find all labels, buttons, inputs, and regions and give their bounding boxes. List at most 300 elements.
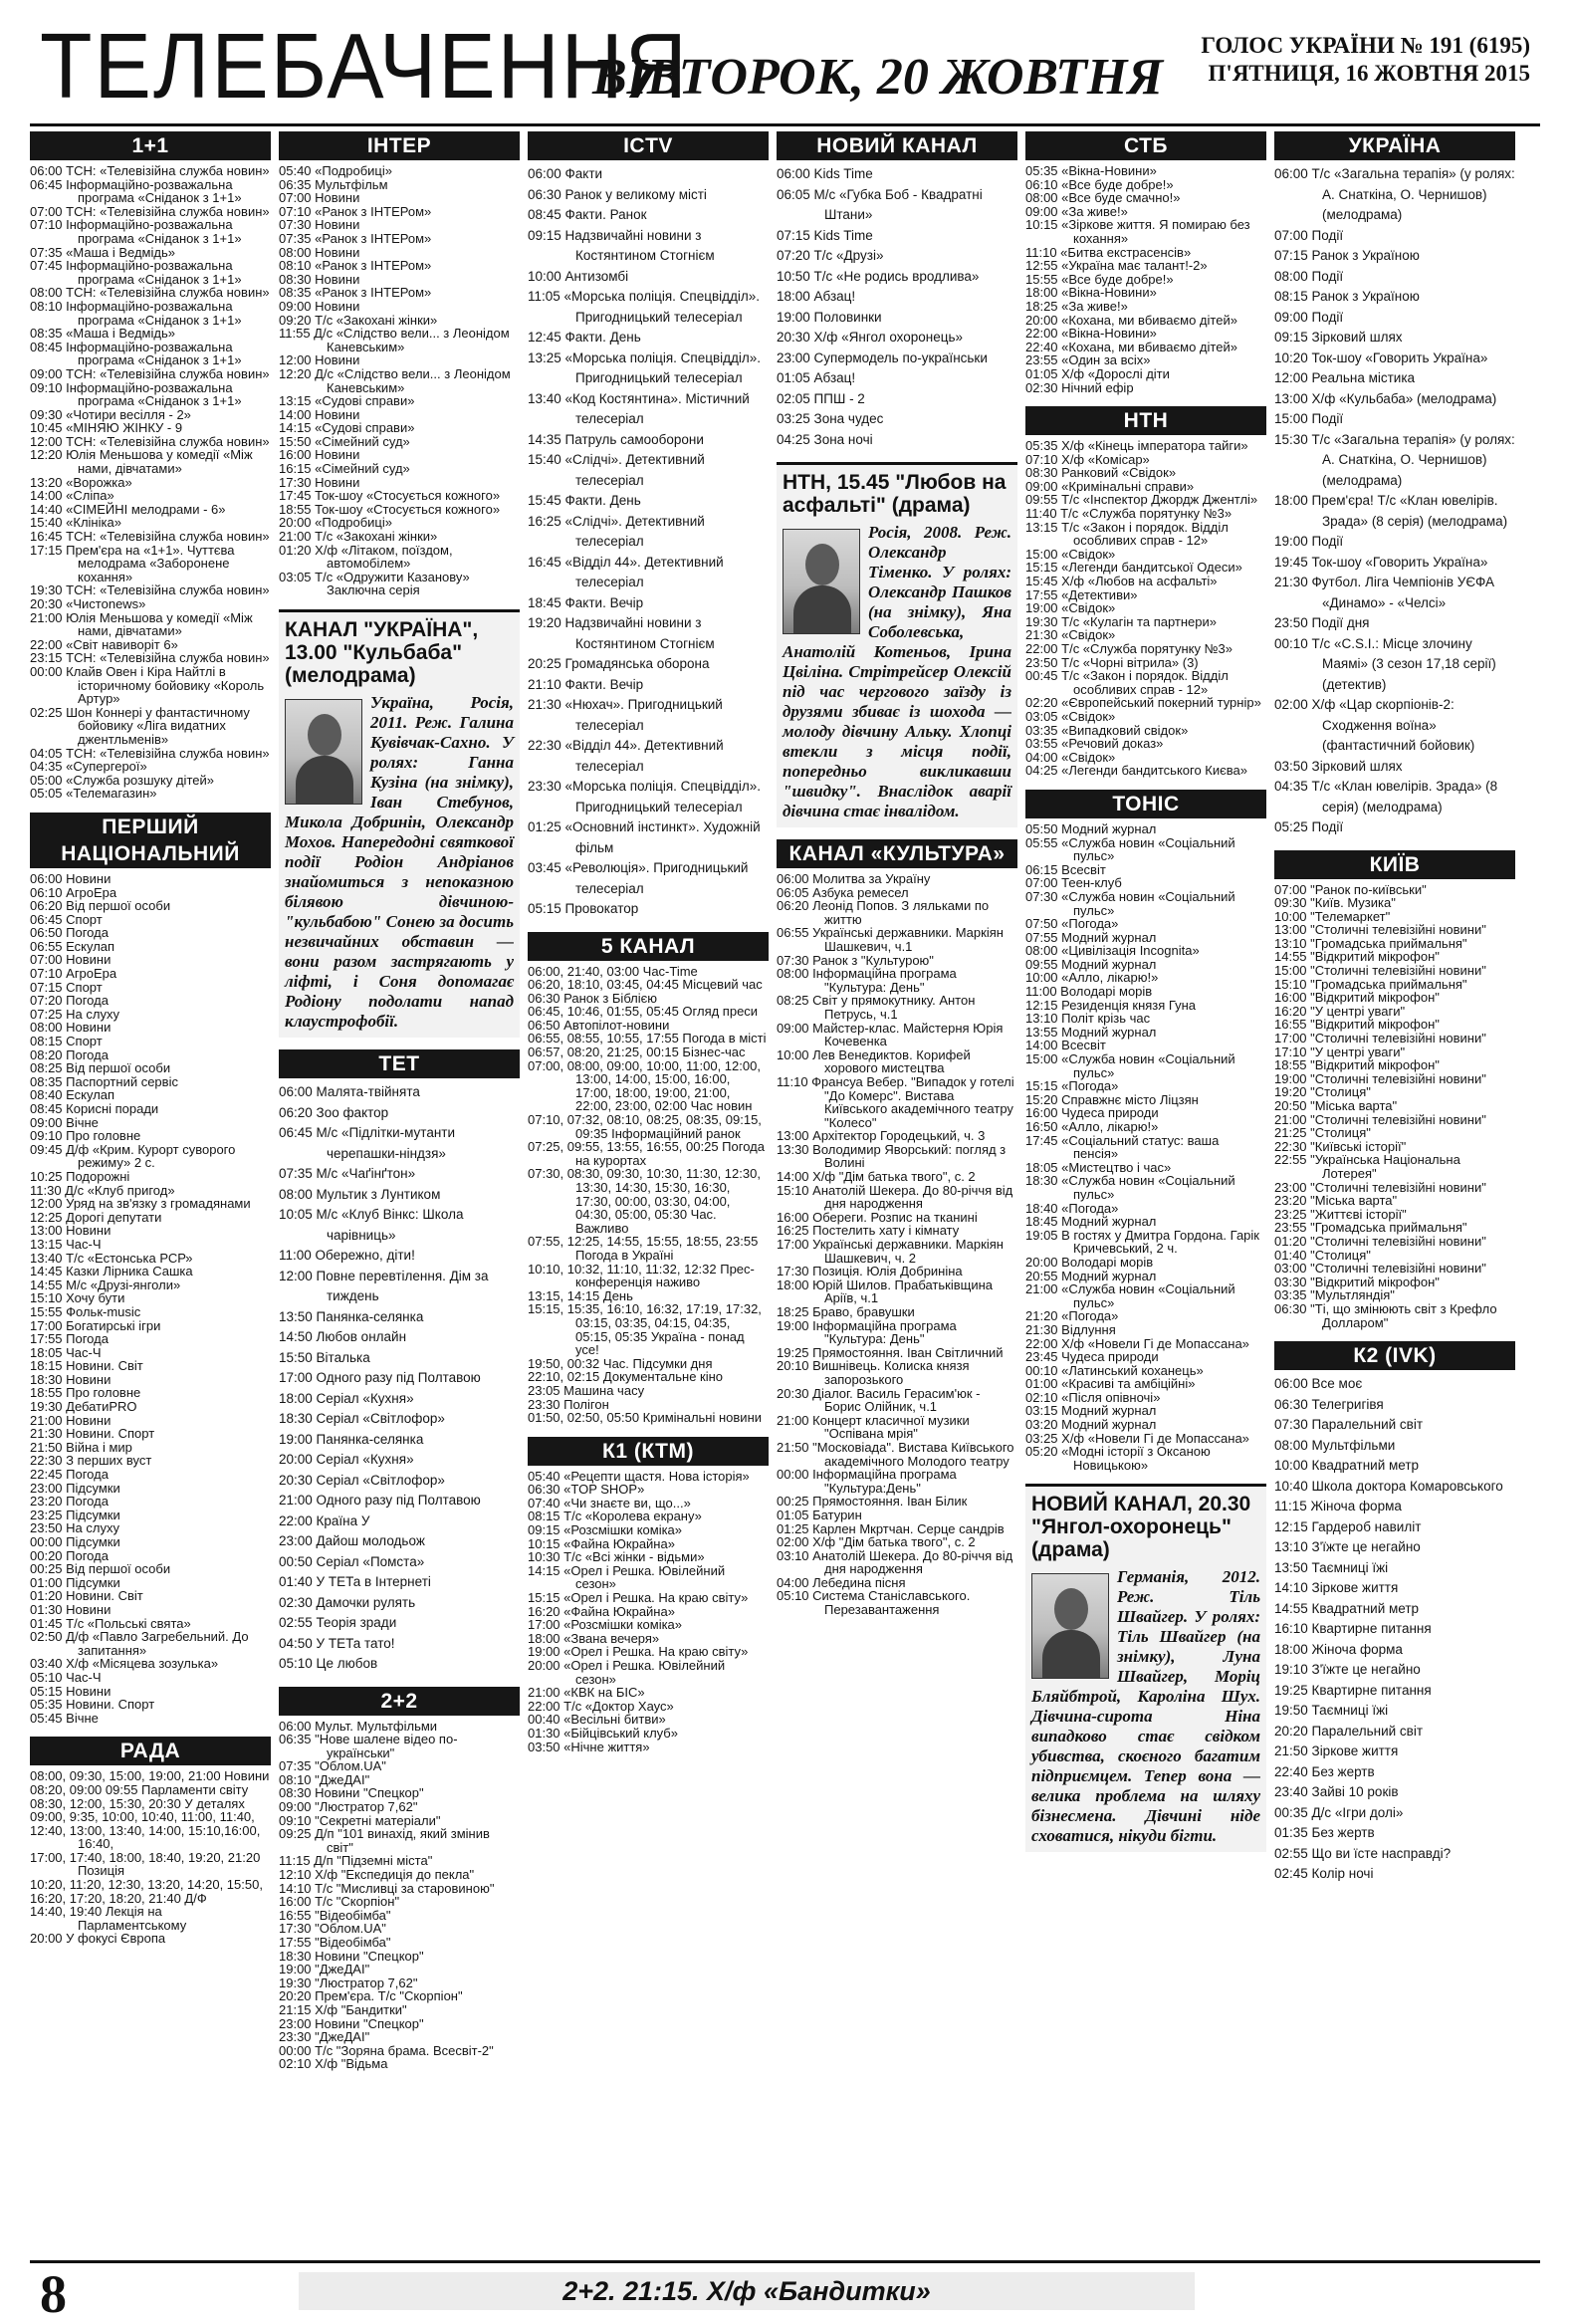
program-entry: 08:00 Новини <box>30 1020 112 1036</box>
program-entry: 22:10, 02:15 Документальне кіно <box>528 1369 724 1385</box>
program-entry: 23:50 На слуху <box>30 1520 119 1536</box>
program-entry: 22:30 «Відділ 44». Детективний телесеріал <box>528 738 724 774</box>
channel-header: НТН <box>1025 406 1266 435</box>
program-entry: 07:30 Паралельний світ <box>1274 1417 1424 1433</box>
program-entry: 05:15 Провокатор <box>528 901 639 916</box>
program-list <box>1274 164 1515 838</box>
program-entry: 22:30 "Київські історії" <box>1274 1138 1407 1154</box>
program-entry: 12:55 «Україна має талант!-2» <box>1025 258 1208 274</box>
program-entry: 23:05 Машина часу <box>528 1382 645 1398</box>
program-entry: 21:00 "Столичні телевізійні новини" <box>1274 1111 1486 1127</box>
program-entry: 22:00 «Світ навиворіт 6» <box>30 636 178 652</box>
program-entry: 14:15 «Судові справи» <box>279 420 415 436</box>
program-entry: 05:35 «Вікна-Новини» <box>1025 163 1157 178</box>
program-entry: 08:00 ТСН: «Телевізійна служба новин» <box>30 285 270 301</box>
program-entry: 06:00 Все моє <box>1274 1376 1363 1392</box>
program-entry: 06:20 Від першої особи <box>30 898 171 914</box>
program-entry: 12:00 Уряд на зв'язку з громадянами <box>30 1196 251 1212</box>
program-entry: 11:00 Обережно, діти! <box>279 1248 415 1263</box>
program-entry: 19:20 Надзвичайні новини з Костянтином Стогнієм <box>528 615 715 651</box>
program-entry: 12:00 Реальна містика <box>1274 370 1416 385</box>
channel-block <box>528 932 769 1425</box>
issue-date: П'ЯТНИЦЯ, 16 ЖОВТНЯ 2015 <box>1208 61 1530 86</box>
featured-text: Росія, 2008. Реж. Олександр Тіменко. У ролях: Олександр Пашков (на знімку), Яна Соболевська, Анатолій Котеньов, Ірина Цвіліна. Стрітрейсер Олексій під час чергового заїзду із друзями збиває із шохода — молоду дівчину Альку. Хлопці втекли з місця події, попередньо викликавши "швидку". Внаслідок аварії дівчина стає інвалідом. <box>783 523 1011 820</box>
program-list <box>1025 822 1266 1473</box>
program-entry: 10:20, 11:20, 12:30, 13:20, 14:20, 15:50, <box>30 1877 263 1893</box>
program-entry: 19:10 З'їжте це негайно <box>1274 1662 1421 1678</box>
program-entry: 05:15 Новини <box>30 1683 112 1699</box>
program-entry: 20:10 Вишнівець. Колиска князя запорозького <box>777 1358 970 1387</box>
program-entry: 08:30 Ранковий «Свідок» <box>1025 465 1177 481</box>
program-entry: 22:30 З перших вуст <box>30 1453 152 1469</box>
program-entry: 09:00 Вічне <box>30 1114 99 1130</box>
program-entry: 07:35 М/с «Чаґінґтон» <box>279 1166 416 1181</box>
program-entry: 08:30, 12:00, 15:30, 20:30 У деталях <box>30 1795 245 1811</box>
program-entry: 16:25 «Слідчі». Детективний телесеріал <box>528 513 705 549</box>
channel-block <box>30 813 271 1725</box>
program-entry: 15:10 Хочу бути <box>30 1290 125 1306</box>
program-entry: 20:00 «Орел і Решка. Ювілейний сезон» <box>528 1658 726 1687</box>
program-entry: 20:00 Володарі морів <box>1025 1254 1154 1270</box>
program-entry: 17:00 "Столичні телевізійні новини" <box>1274 1031 1486 1046</box>
program-entry: 13:00 "Столичні телевізійні новини" <box>1274 922 1486 938</box>
program-entry: 06:00 Малята-твійнята <box>279 1084 420 1099</box>
program-entry: 08:10 «Ранок з ІНТЕРом» <box>279 258 432 274</box>
program-entry: 22:00 Країна У <box>279 1512 370 1528</box>
program-entry: 14:10 Т/с "Мисливці за старовиною" <box>279 1880 495 1896</box>
program-entry: 23:00 Дайош молодьож <box>279 1533 425 1548</box>
program-entry: 15:55 «Все буде добре!» <box>1025 271 1174 287</box>
program-entry: 06:10 «Все буде добре!» <box>1025 176 1174 192</box>
program-entry: 07:40 «Чи знаєте ви, що...» <box>528 1495 691 1511</box>
program-entry: 07:20 Т/с «Друзі» <box>777 248 884 263</box>
program-entry: 07:30 «Служба новин «Соціальний пульс» <box>1025 888 1235 918</box>
program-entry: 15:15 «Легенди бандитської Одеси» <box>1025 560 1242 576</box>
program-entry: 05:40 «Подробиці» <box>279 163 392 178</box>
channel-header: ПЕРШИЙ НАЦІОНАЛЬНИЙ <box>30 813 271 868</box>
program-entry: 00:45 Т/с «Закон і порядок. Відділ особливих справ - 12» <box>1025 668 1229 697</box>
program-entry: 19:00 «Орел і Решка. На краю світу» <box>528 1644 749 1660</box>
program-entry: 06:50 Погода <box>30 925 109 941</box>
program-list <box>279 164 520 597</box>
program-entry: 18:00 Прем'єра! Т/с «Клан ювелірів. Зрада» (8 серія) (мелодрама) <box>1274 493 1508 529</box>
program-entry: 09:10 "Секретні матеріали" <box>279 1812 441 1828</box>
program-entry: 15:45 Факти. День <box>528 493 641 508</box>
program-entry: 21:00 Т/с «Закохані жінки» <box>279 529 438 545</box>
program-entry: 19:45 Ток-шоу «Говорить Україна» <box>1274 554 1488 570</box>
program-entry: 13:10 Політ крізь час <box>1025 1011 1151 1027</box>
program-entry: 04:35 Т/с «Клан ювелірів. Зрада» (8 серія) (мелодрама) <box>1274 779 1498 814</box>
program-entry: 01:40 У ТЕТа в Інтернеті <box>279 1574 431 1589</box>
program-entry: 10:15 «Зіркове життя. Я помираю без кохання» <box>1025 217 1250 246</box>
program-list <box>777 164 1017 450</box>
program-list <box>777 872 1017 1617</box>
program-entry: 02:10 «Після опівночі» <box>1025 1389 1161 1405</box>
program-entry: 07:35 «Ранок з ІНТЕРом» <box>279 230 432 246</box>
program-entry: 21:00 Новини <box>30 1412 112 1428</box>
program-entry: 03:10 Анатолій Шекера. До 80-річчя від дня народження <box>777 1547 1013 1577</box>
program-entry: 16:55 "Відкритий мікрофон" <box>1274 1017 1440 1033</box>
program-entry: 06:00 Факти <box>528 166 603 181</box>
program-entry: 23:55 "Громадська приймальня" <box>1274 1220 1467 1236</box>
program-entry: 00:00 Підсумки <box>30 1534 120 1549</box>
program-entry: 16:45 «Відділ 44». Детективний телесеріал <box>528 554 724 589</box>
program-entry: 09:00 Події <box>1274 309 1344 325</box>
program-entry: 12:40, 13:00, 13:40, 14:00, 15:10,16:00, 16:40, <box>30 1822 261 1852</box>
program-entry: 11:00 Володарі морів <box>1025 984 1153 1000</box>
photo-head-shape <box>308 714 341 756</box>
footer-banner: 2+2. 21:15. Х/ф «Бандитки» <box>299 2272 1195 2310</box>
program-entry: 23:00 Супермодель по-українськи <box>777 349 988 365</box>
program-entry: 08:15 Т/с «Королева екрану» <box>528 1509 702 1524</box>
program-entry: 22:00 Х/ф «Новели Гі де Мопассана» <box>1025 1335 1249 1351</box>
program-entry: 09:15 Надзвичайні новини з Костянтином Стогнієм <box>528 227 715 263</box>
program-entry: 04:25 Зона ночі <box>777 431 873 447</box>
program-entry: 04:50 У ТЕТа тато! <box>279 1635 395 1651</box>
channel-block <box>528 131 769 920</box>
program-entry: 06:45, 10:46, 01:55, 05:45 Огляд преси <box>528 1004 759 1020</box>
program-entry: 00:00 Т/с "Зоряна брама. Всесвіт-2" <box>279 2042 494 2058</box>
featured-title: КАНАЛ "УКРАЇНА", 13.00 "Кульбаба" (мелодрама) <box>285 618 479 687</box>
program-entry: 01:00 «Красиві та амбіційні» <box>1025 1376 1196 1392</box>
program-entry: 21:30 «Нюхач». Пригодницький телесеріал <box>528 697 723 733</box>
program-entry: 11:05 «Морська поліція. Спецвідділ». Пригодницький телесеріал <box>528 289 761 325</box>
program-entry: 16:50 «Алло, лікарю!» <box>1025 1119 1159 1134</box>
program-entry: 01:05 Батурин <box>777 1507 862 1522</box>
channel-block <box>1025 131 1266 394</box>
program-entry: 07:00 ТСН: «Телевізійна служба новин» <box>30 203 270 219</box>
program-entry: 10:15 «Файна Юкрайна» <box>528 1535 675 1551</box>
program-entry: 15:20 Справжнє місто Ліцзян <box>1025 1091 1199 1107</box>
program-entry: 04:35 «Супергерої» <box>30 759 147 775</box>
program-entry: 22:00 Т/с «Доктор Хаус» <box>528 1698 674 1714</box>
photo-body-shape <box>793 585 851 634</box>
program-entry: 06:00 Новини <box>30 870 112 886</box>
program-entry: 06:55, 08:55, 10:55, 17:55 Погода в місті <box>528 1031 767 1046</box>
schedule-column <box>279 131 520 2083</box>
channel-header: ТЕТ <box>279 1049 520 1078</box>
actor-photo <box>285 699 362 805</box>
program-entry: 06:00 Т/с «Загальна терапія» (у ролях: А. Снаткіна, О. Чернишов) (мелодрама) <box>1274 166 1515 222</box>
program-entry: 19:30 Т/с «Кулагін та партнери» <box>1025 613 1218 629</box>
program-entry: 08:35 «Маша і Ведмідь» <box>30 326 175 342</box>
program-entry: 18:00 «Вікна-Новини» <box>1025 285 1157 301</box>
program-entry: 23:50 Т/с «Чорні вітрила» (3) <box>1025 654 1199 670</box>
program-entry: 06:30 Ранок з Біблією <box>528 990 658 1006</box>
program-entry: 17:30 "Облом.UA" <box>279 1921 386 1937</box>
program-entry: 22:55 "Українська Національна Лотерея" <box>1274 1152 1460 1181</box>
program-entry: 09:10 Інформаційно-розважальна програма «Сніданок з 1+1» <box>30 379 242 409</box>
program-entry: 12:20 Д/с «Слідство вели... з Леонідом Каневським» <box>279 365 511 395</box>
channel-header: КАНАЛ «КУЛЬТУРА» <box>777 839 1017 868</box>
program-list <box>528 965 769 1425</box>
photo-head-shape <box>805 544 839 585</box>
program-entry: 12:45 Факти. День <box>528 330 641 345</box>
program-entry: 08:00 «Цивілізація Incognita» <box>1025 943 1200 959</box>
program-list <box>1025 164 1266 394</box>
program-entry: 05:10 Система Станіславського. Перезавантаження <box>777 1588 971 1618</box>
program-entry: 14:55 "Відкритий мікрофон" <box>1274 949 1440 965</box>
program-entry: 06:45 М/с «Підлітки-мутанти черепашки-ніндзя» <box>279 1125 456 1161</box>
program-entry: 07:25, 09:55, 13:55, 16:55, 00:25 Погода на курортах <box>528 1139 765 1168</box>
program-entry: 03:50 «Нічне життя» <box>528 1739 650 1754</box>
program-entry: 10:45 «МІНЯЮ ЖІНКУ - 9 <box>30 420 183 436</box>
program-entry: 06:55 Ескулап <box>30 938 115 954</box>
program-entry: 09:00 Майстер-клас. Майстерня Юрія Кочевенка <box>777 1020 1004 1049</box>
program-entry: 02:00 Х/ф "Дім батька твого", с. 2 <box>777 1534 976 1550</box>
program-entry: 02:20 «Європейський покерний турнір» <box>1025 695 1261 711</box>
program-entry: 18:30 «Служба новин «Соціальний пульс» <box>1025 1173 1235 1202</box>
channel-block <box>528 1437 769 1753</box>
program-entry: 13:50 Таємниці їжі <box>1274 1559 1389 1575</box>
program-entry: 06:30 «TOP SHOP» <box>528 1482 645 1498</box>
program-entry: 15:30 Т/с «Загальна терапія» (у ролях: А. Снаткіна, О. Чернишов) (мелодрама) <box>1274 431 1515 488</box>
program-entry: 02:55 Теорія зради <box>279 1615 397 1630</box>
program-entry: 13:10 "Громадська приймальня" <box>1274 935 1467 951</box>
program-entry: 03:35 "Мультляндія" <box>1274 1287 1395 1303</box>
program-entry: 19:25 Прямостояння. Іван Світличний <box>777 1344 1004 1360</box>
program-entry: 17:00 Богатирські ігри <box>30 1317 161 1333</box>
program-entry: 17:00, 17:40, 18:00, 18:40, 19:20, 21:20 Позиція <box>30 1849 261 1879</box>
program-entry: 18:05 Час-Ч <box>30 1344 102 1360</box>
program-entry: 13:25 «Морська поліція. Спецвідділ». Пригодницький телесеріал <box>528 349 762 385</box>
program-entry: 07:50 «Погода» <box>1025 916 1119 932</box>
program-entry: 06:00 ТСН: «Телевізійна служба новин» <box>30 163 270 178</box>
program-entry: 11:10 Франсуа Вебер. "Випадок у готелі "До Комерс". Вистава Київського академічного театру "Колесо" <box>777 1073 1014 1130</box>
program-list <box>528 164 769 920</box>
program-entry: 18:25 Браво, бравушки <box>777 1304 915 1319</box>
program-entry: 15:15 «Погода» <box>1025 1078 1119 1094</box>
channel-block <box>1274 1341 1515 1885</box>
program-list <box>30 164 271 801</box>
program-entry: 15:50 «Сімейний суд» <box>279 433 410 449</box>
program-entry: 09:45 Д/ф «Крим. Курорт суворого режиму» 2 с. <box>30 1141 236 1171</box>
program-entry: 23:55 «Один за всіх» <box>1025 352 1151 368</box>
program-entry: 17:55 «Детективи» <box>1025 586 1138 602</box>
program-entry: 02:30 Нічний ефір <box>1025 379 1134 395</box>
program-entry: 18:00 Юрій Шилов. Прабатьківщина Аріїв, ч.1 <box>777 1277 994 1306</box>
program-entry: 19:00 "ДжеДАІ" <box>279 1962 370 1977</box>
page-footer <box>0 2252 1570 2322</box>
program-entry: 16:00 Обереги. Розпис на тканині <box>777 1209 978 1225</box>
program-entry: 18:00 Абзац! <box>777 289 856 304</box>
program-entry: 14:00 Новини <box>279 406 360 422</box>
page-header <box>0 0 1570 127</box>
channel-block <box>279 131 520 597</box>
program-entry: 16:45 ТСН: «Телевізійна служба новин» <box>30 529 270 545</box>
program-entry: 18:45 Модний журнал <box>1025 1214 1157 1230</box>
program-entry: 01:30 Новини <box>30 1601 112 1617</box>
program-entry: 08:00 «Все буде смачно!» <box>1025 190 1181 206</box>
program-entry: 07:20 Погода <box>30 993 109 1009</box>
program-entry: 23:30 «Морська поліція. Спецвідділ». Пригодницький телесеріал <box>528 779 762 814</box>
program-entry: 01:35 Без жертв <box>1274 1825 1375 1841</box>
program-entry: 09:25 Д/п "101 винахід, який змінив світ" <box>279 1826 490 1855</box>
program-entry: 06:00 Kids Time <box>777 166 873 181</box>
program-entry: 19:00 "Столичні телевізійні новини" <box>1274 1070 1486 1086</box>
channel-header: КИЇВ <box>1274 850 1515 879</box>
program-entry: 19:30 ДебатиPRO <box>30 1399 137 1415</box>
actor-photo <box>1031 1573 1109 1679</box>
program-entry: 12:20 Юлія Меньшова у комедії «Між нами, дівчатами» <box>30 447 253 477</box>
program-entry: 18:55 Про головне <box>30 1385 141 1401</box>
program-entry: 00:00 Клайв Овен і Кіра Найтлі в історичному бойовику «Король Артур» <box>30 663 265 707</box>
featured-text: Україна, Росія, 2011. Реж. Галина Кувівчак-Сахно. У ролях: Ганна Кузіна (на знімку), Іван Стебунов, Микола Добринін, Олександр Мохов. Напередодні святкової події Родіон Андріанов знайомиться з непоказною білявою дівчиною-"кульбабою" Сонею за досить незвичайних обставин — вони разом застрягають у ліфті, і Соня допомагає Родіону подолати напад клаустрофобії. <box>285 693 514 1031</box>
program-entry: 16:20, 17:20, 18:20, 21:40 Д/Ф <box>30 1890 207 1906</box>
program-entry: 17:15 Прем'єра на «1+1». Чуттєва мелодрама «Заборонене кохання» <box>30 542 235 584</box>
channel-header: 5 КАНАЛ <box>528 932 769 961</box>
program-entry: 08:25 Від першої особи <box>30 1060 171 1076</box>
program-entry: 09:00 ТСН: «Телевізійна служба новин» <box>30 365 270 381</box>
program-entry: 18:55 Ток-шоу «Стосується кожного» <box>279 501 501 517</box>
issue-info <box>1201 32 1530 88</box>
program-entry: 17:45 «Соціальний статус: ваша пенсія» <box>1025 1132 1220 1162</box>
featured-description <box>1031 1567 1260 1846</box>
program-entry: 19:50, 00:32 Час. Підсумки дня <box>528 1355 713 1371</box>
program-entry: 08:45 Корисні поради <box>30 1101 159 1116</box>
program-entry: 08:10 "ДжеДАІ" <box>279 1771 370 1787</box>
program-entry: 23:00 Новини "Спецкор" <box>279 2015 424 2031</box>
program-entry: 17:30 Позиція. Юлія Добриніна <box>777 1264 963 1279</box>
program-entry: 02:55 Що ви їсте насправді? <box>1274 1845 1452 1861</box>
program-entry: 07:00 Новини <box>30 952 112 968</box>
program-entry: 14:45 Казки Лірника Сашка <box>30 1264 193 1279</box>
program-entry: 13:00 Х/ф «Кульбаба» (мелодрама) <box>1274 390 1497 406</box>
program-entry: 19:00 Інформаційна програма "Культура: День" <box>777 1317 957 1347</box>
program-entry: 03:25 Зона чудес <box>777 411 884 426</box>
program-entry: 10:00 "Телемаркет" <box>1274 908 1391 924</box>
program-entry: 01:45 Т/с «Польські свята» <box>30 1615 191 1631</box>
program-entry: 18:45 Факти. Вечір <box>528 594 644 610</box>
program-entry: 09:00 «Кримінальні справи» <box>1025 478 1195 494</box>
channel-block <box>1025 790 1266 1473</box>
photo-head-shape <box>1054 1588 1088 1630</box>
program-entry: 13:20 «Ворожка» <box>30 474 132 490</box>
program-list <box>1025 439 1266 778</box>
program-entry: 17:55 "Відеобімба" <box>279 1935 391 1950</box>
program-entry: 15:10 "Громадська приймальня" <box>1274 976 1467 992</box>
program-entry: 07:30 Ранок з "Культурою" <box>777 952 934 968</box>
program-entry: 01:20 "Столичні телевізійні новини" <box>1274 1233 1486 1249</box>
program-entry: 20:25 Громадянська оборона <box>528 656 710 671</box>
program-list <box>279 1082 520 1675</box>
program-entry: 21:30 Відлуння <box>1025 1321 1116 1337</box>
program-entry: 00:35 Д/с «Ігри долі» <box>1274 1804 1404 1820</box>
channel-block <box>1274 131 1515 838</box>
program-entry: 06:45 Інформаційно-розважальна програма «Сніданок з 1+1» <box>30 176 242 206</box>
program-entry: 19:00 «Свідок» <box>1025 600 1116 616</box>
channel-header: СТБ <box>1025 131 1266 160</box>
program-entry: 12:00 Новини <box>279 352 360 368</box>
channel-header: 2+2 <box>279 1687 520 1716</box>
program-entry: 06:10 АгроЕра <box>30 884 117 900</box>
program-entry: 18:55 "Відкритий мікрофон" <box>1274 1057 1440 1073</box>
program-entry: 08:20, 09:00 09:55 Парламенти світу <box>30 1781 249 1797</box>
program-entry: 05:10 Це любов <box>279 1656 378 1671</box>
program-entry: 00:10 Т/с «C.S.I.: Місце злочину Маямі» (3 сезон 17,18 серії) (детектив) <box>1274 635 1496 692</box>
channel-block <box>777 839 1017 1617</box>
program-entry: 11:15 Д/п "Підземні міста" <box>279 1853 433 1869</box>
program-entry: 18:25 «За живе!» <box>1025 298 1128 314</box>
program-entry: 00:00 Інформаційна програма "Культура:День" <box>777 1467 957 1496</box>
program-entry: 03:50 Зірковий шлях <box>1274 758 1403 774</box>
photo-body-shape <box>1042 1630 1100 1679</box>
program-entry: 06:30 Телегригівя <box>1274 1396 1384 1412</box>
program-entry: 04:00 «Свідок» <box>1025 749 1116 765</box>
program-entry: 07:00, 08:00, 09:00, 10:00, 11:00, 12:00, 13:00, 14:00, 15:00, 16:00, 17:00, 18:00, 19:00, 21:00, 22:00, 23:00, 02:00 Час новин <box>528 1057 761 1114</box>
program-entry: 12:25 Дорогі депутати <box>30 1209 162 1225</box>
program-entry: 21:00 Концерт класичної музики "Оспівана мрія" <box>777 1412 970 1442</box>
program-entry: 20:20 Паралельний світ <box>1274 1723 1424 1739</box>
program-entry: 03:55 «Речовий доказ» <box>1025 736 1164 752</box>
program-entry: 08:35 «Ранок з ІНТЕРом» <box>279 285 432 301</box>
channel-header: К2 (IVK) <box>1274 1341 1515 1370</box>
program-entry: 05:00 «Служба розшуку дітей» <box>30 772 214 788</box>
section-title: ТЕЛЕБАЧЕННЯ <box>40 14 689 118</box>
program-entry: 11:15 Жіноча форма <box>1274 1499 1402 1514</box>
program-entry: 15:00 «Свідок» <box>1025 546 1116 562</box>
program-entry: 12:10 Х/ф "Експедиція до пекла" <box>279 1867 475 1883</box>
schedule-column <box>1025 131 1266 1864</box>
program-entry: 16:00 Чудеса природи <box>1025 1105 1159 1121</box>
program-entry: 13:10 З'їжте це негайно <box>1274 1539 1421 1555</box>
featured-title: НОВИЙ КАНАЛ, 20.30 "Янгол-охоронець" (драма) <box>1031 1493 1251 1562</box>
program-entry: 23:30 Полігон <box>528 1396 609 1412</box>
program-list <box>1274 883 1515 1330</box>
program-entry: 08:00 Інформаційна програма "Культура: День" <box>777 966 957 995</box>
program-entry: 06:30 "Ті, що змінюють світ з Крефло Долларом" <box>1274 1300 1497 1330</box>
program-entry: 20:50 "Міська варта" <box>1274 1098 1398 1113</box>
program-entry: 02:10 Х/ф "Відьма <box>279 2056 388 2072</box>
program-entry: 23:40 Зайві 10 років <box>1274 1784 1399 1800</box>
program-entry: 09:30 "Київ. Музика" <box>1274 895 1396 911</box>
program-entry: 23:45 Чудеса природи <box>1025 1349 1159 1365</box>
program-entry: 08:45 Факти. Ранок <box>528 207 647 222</box>
channel-header: РАДА <box>30 1737 271 1765</box>
program-entry: 05:40 «Рецепти щастя. Нова історія» <box>528 1468 750 1484</box>
program-entry: 10:50 Т/с «Не родись вродлива» <box>777 268 980 284</box>
program-entry: 02:50 Д/ф «Павло Загребельний. До запитання» <box>30 1629 249 1658</box>
program-entry: 05:50 Модний журнал <box>1025 820 1157 836</box>
program-entry: 18:15 Новини. Світ <box>30 1358 143 1374</box>
program-entry: 15:00 Події <box>1274 411 1344 426</box>
program-entry: 07:00 Новини <box>279 190 360 206</box>
program-entry: 16:55 "Відеобімба" <box>279 1907 391 1923</box>
channel-block <box>30 1737 271 1946</box>
date-headline: ВІВТОРОК, 20 ЖОВТНЯ <box>592 49 1164 106</box>
program-entry: 06:15 Всесвіт <box>1025 861 1106 877</box>
program-entry: 15:40 «Слідчі». Детективний телесеріал <box>528 452 705 488</box>
featured-text: Германія, 2012. Реж. Тіль Швайгер. У ролях: Тіль Швайгер (на знімку), Луна Швайгер, Моріц Бляйбтрой, Кароліна Шух. Дівчина-сирота Ніна випадково стає свідком убивства, скоєного багатим підприємцем. Тепер вона — велика проблема на шляху бізнесмена. Дівчині ніде сховатися, нікуди бігти. <box>1031 1567 1260 1846</box>
program-entry: 20:30 Серіал «Світлофор» <box>279 1472 445 1488</box>
program-entry: 13:50 Панянка-селянка <box>279 1308 424 1324</box>
program-entry: 09:30 «Чотири весілля - 2» <box>30 406 191 422</box>
program-entry: 09:00 "Люстратор 7,62" <box>279 1799 418 1815</box>
program-entry: 07:10 АгроЕра <box>30 966 117 982</box>
channel-block <box>1025 406 1266 778</box>
program-entry: 07:10 Х/ф «Комісар» <box>1025 451 1150 467</box>
program-entry: 23:25 Підсумки <box>30 1507 120 1522</box>
program-entry: 02:00 Х/ф «Цар скорпіонів-2: Сходження воїна» (фантастичний бойовик) <box>1274 697 1475 753</box>
program-entry: 01:20 Х/ф «Літаком, поїздом, автомобілем» <box>279 542 453 572</box>
program-entry: 05:45 Вічне <box>30 1710 99 1726</box>
program-entry: 20:30 Діалог. Василь Герасим'юк - Борис Олійник, ч.1 <box>777 1385 981 1415</box>
program-entry: 14:15 «Орел і Решка. Ювілейний сезон» <box>528 1562 726 1592</box>
program-entry: 10:00 Антизомбі <box>528 268 629 284</box>
program-entry: 08:30 Новини <box>279 271 360 287</box>
program-entry: 18:30 Серіал «Світлофор» <box>279 1411 445 1426</box>
program-entry: 13:15 Т/с «Закон і порядок. Відділ особливих справ - 12» <box>1025 519 1229 549</box>
